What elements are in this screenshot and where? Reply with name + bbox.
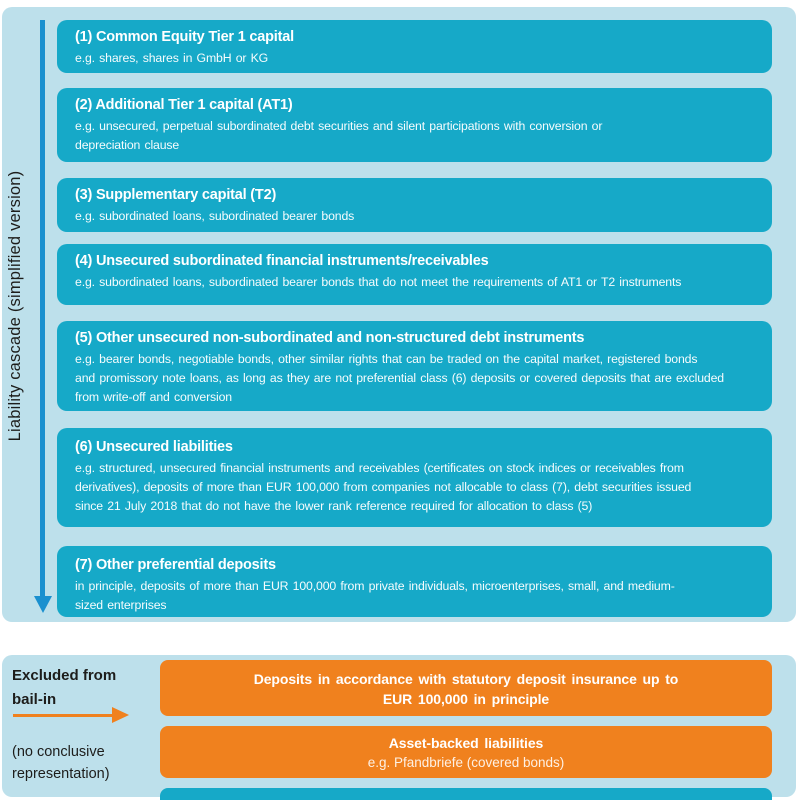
cascade-arrow-line xyxy=(40,20,45,597)
excluded-label-line: Excluded from xyxy=(12,667,117,684)
deposit-insurance-box-title: EUR 100,000 in principle xyxy=(382,691,550,707)
cascade-box-1-title: (1) Common Equity Tier 1 capital xyxy=(75,29,294,45)
cascade-box-1 xyxy=(57,20,772,73)
cascade-box-3-title: (3) Supplementary capital (T2) xyxy=(75,187,277,203)
excluded-note-line: representation) xyxy=(12,766,110,782)
asset-backed-liabilities-box xyxy=(160,726,772,778)
cascade-box-6-text: e.g. structured, unsecured financial instruments and receivables (certificates on stock indices or receivables from xyxy=(75,461,684,475)
cascade-box-6-title: (6) Unsecured liabilities xyxy=(75,439,233,455)
cascade-box-2-title: (2) Additional Tier 1 capital (AT1) xyxy=(75,97,293,113)
no-conclusive-representation-note xyxy=(12,741,110,785)
cascade-box-1-text: e.g. shares, shares in GmbH or KG xyxy=(75,51,269,65)
asset-backed-box-title: Asset-backed liabilities xyxy=(388,735,544,751)
deposit-insurance-box xyxy=(160,660,772,716)
cascade-box-6-text: derivatives), deposits of more than EUR 100,000 from companies not allocable to class (7), debt securities issued xyxy=(75,480,692,494)
right-arrow-icon xyxy=(112,707,129,723)
deposit-insurance-box-title: Deposits in accordance with statutory deposit insurance up to xyxy=(253,671,679,687)
excluded-from-bail-in-label xyxy=(12,664,116,712)
cascade-axis-label: Liability cascade (simplified version) xyxy=(6,170,24,442)
cascade-box-5-text: e.g. bearer bonds, negotiable bonds, other similar rights that can be traded on the capital market, registered bonds xyxy=(75,352,698,366)
excluded-arrow-line xyxy=(13,714,112,717)
cascade-box-5-text: and promissory note loans, as long as they are not preferential class (6) deposits or covered deposits that are excluded xyxy=(75,371,724,385)
cascade-box-7-title: (7) Other preferential deposits xyxy=(75,557,276,573)
cascade-box-7-text: sized enterprises xyxy=(75,598,167,612)
asset-backed-box-subtitle: e.g. Pfandbriefe (covered bonds) xyxy=(367,755,565,770)
cascade-box-6 xyxy=(57,428,772,527)
cascade-box-4-title: (4) Unsecured subordinated financial instruments/receivables xyxy=(75,253,489,269)
cascade-box-4-text: e.g. subordinated loans, subordinated bearer bonds that do not meet the requirements of AT1 or T2 instruments xyxy=(75,275,682,289)
excluded-note-line: (no conclusive xyxy=(12,744,105,760)
cascade-box-5-title: (5) Other unsecured non-subordinated and non-structured debt instruments xyxy=(75,330,585,346)
cascade-box-7 xyxy=(57,546,772,617)
cascade-box-7-text: in principle, deposits of more than EUR 100,000 from private individuals, microenterprises, small, and medium- xyxy=(75,579,675,593)
excluded-label-line: bail-in xyxy=(12,691,57,708)
cascade-box-6-text: since 21 July 2018 that do not have the lower rank reference required for allocation to class (5) xyxy=(75,499,593,513)
cascade-box-2-text: depreciation clause xyxy=(75,138,180,152)
cascade-box-3 xyxy=(57,178,772,232)
cascade-box-3-text: e.g. subordinated loans, subordinated bearer bonds xyxy=(75,209,355,223)
cascade-box-5 xyxy=(57,321,772,411)
cascade-box-5-text: from write-off and conversion xyxy=(75,390,232,404)
cascade-box-2-text: e.g. unsecured, perpetual subordinated debt securities and silent participations with conversion or xyxy=(75,119,603,133)
cascade-box-4 xyxy=(57,244,772,305)
cut-off-next-box xyxy=(160,788,772,800)
down-arrow-icon xyxy=(34,596,52,613)
cascade-box-2 xyxy=(57,88,772,162)
